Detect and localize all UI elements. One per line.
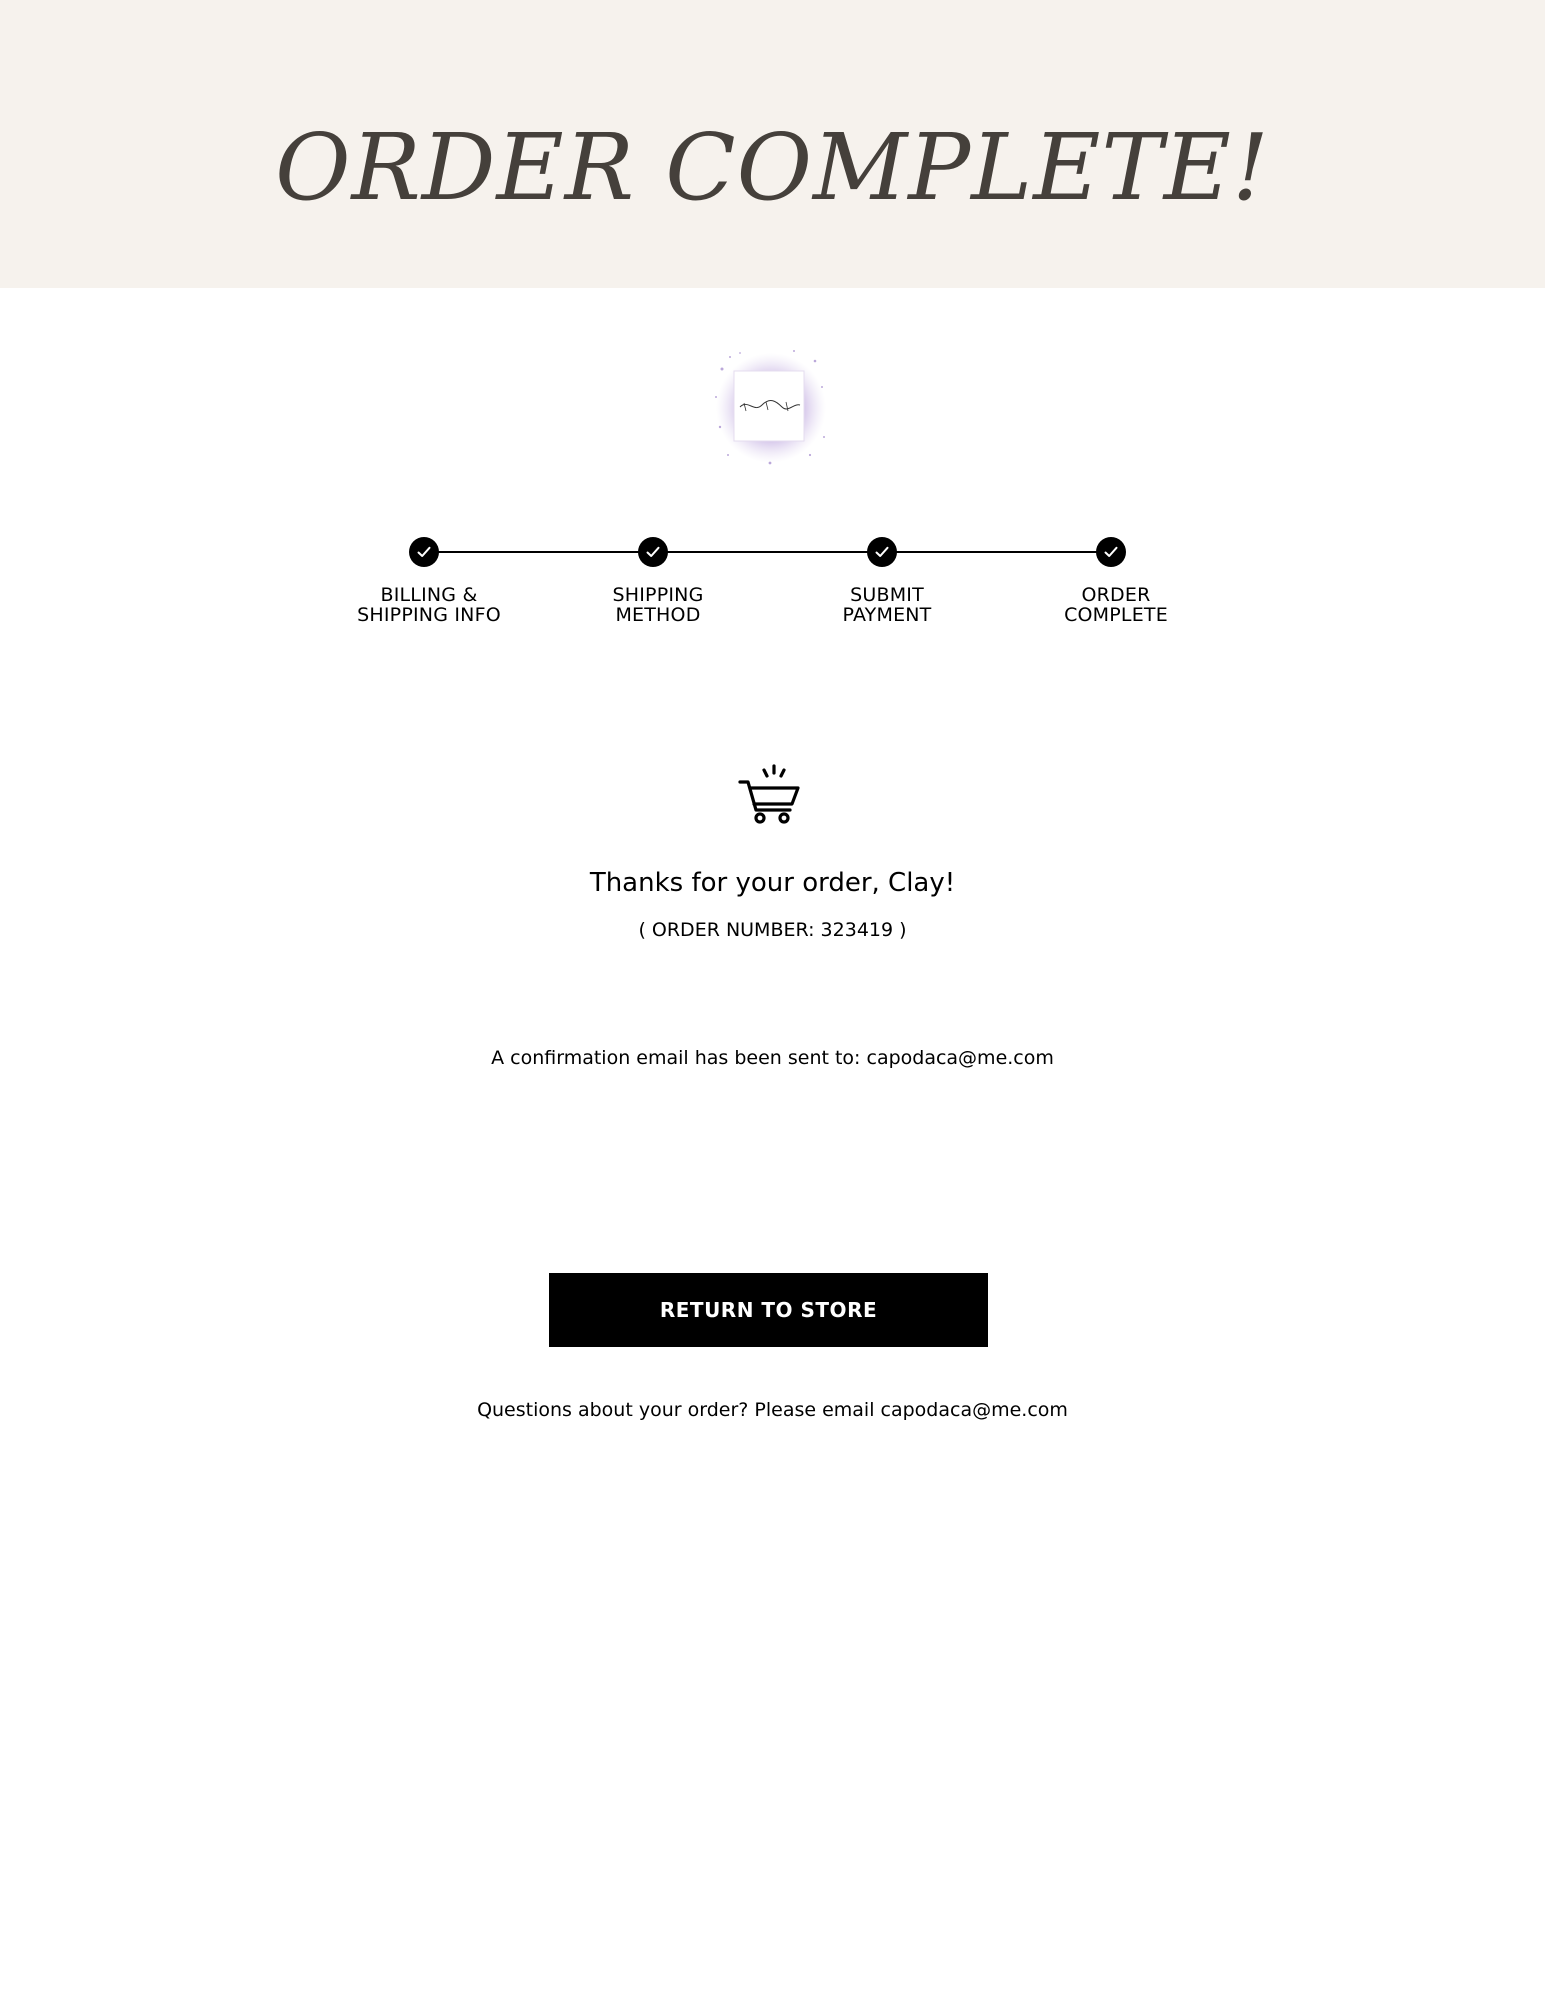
- step-label-line: COMPLETE: [1064, 604, 1168, 626]
- step-label-line: SHIPPING INFO: [357, 604, 501, 626]
- photography-logo-icon: [710, 347, 832, 469]
- confirmation-email-notice: A confirmation email has been sent to: capodaca@me.com: [491, 1047, 1054, 1069]
- step-label-line: SUBMIT: [850, 584, 924, 606]
- shopping-cart-icon: [738, 764, 802, 828]
- step-label-payment: [777, 585, 997, 625]
- thank-you-heading: Thanks for your order, Clay!: [589, 868, 956, 898]
- page-title: ORDER COMPLETE!: [275, 114, 1270, 221]
- step-label-line: PAYMENT: [842, 604, 932, 626]
- step-complete-check-icon: [1096, 537, 1126, 567]
- step-shipping-check-icon: [638, 537, 668, 567]
- step-label-complete: [1006, 585, 1226, 625]
- step-connector: [653, 551, 882, 553]
- hero-banner: [0, 0, 1545, 288]
- step-label-line: ORDER: [1081, 584, 1151, 606]
- step-label-line: METHOD: [615, 604, 701, 626]
- step-label-shipping: [548, 585, 768, 625]
- step-connector: [882, 551, 1111, 553]
- return-to-store-button[interactable]: RETURN TO STORE: [549, 1273, 988, 1347]
- step-connector: [424, 551, 653, 553]
- step-payment-check-icon: [867, 537, 897, 567]
- order-number: ( ORDER NUMBER: 323419 ): [638, 919, 907, 941]
- step-billing-check-icon: [409, 537, 439, 567]
- step-label-billing: [319, 585, 539, 625]
- questions-contact-text: Questions about your order? Please email capodaca@me.com: [477, 1399, 1068, 1421]
- store-logo: [710, 347, 832, 469]
- step-label-line: SHIPPING: [612, 584, 704, 606]
- step-label-line: BILLING &: [380, 584, 478, 606]
